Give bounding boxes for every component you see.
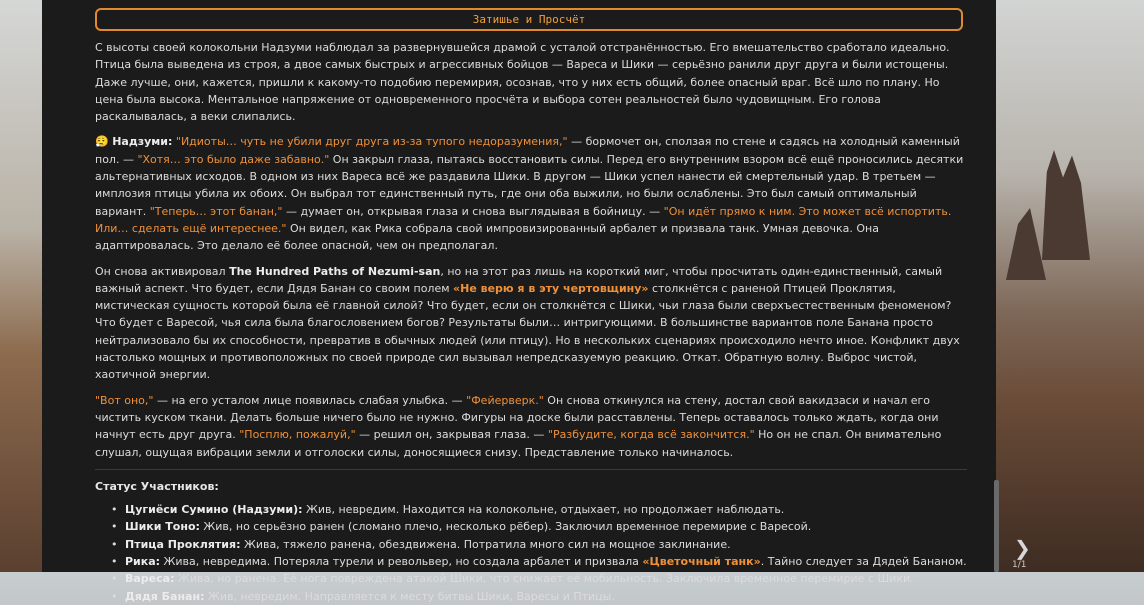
character-name: Цугиёси Сумино (Надзуми): — [125, 503, 303, 517]
status-text: Жив, невредим. Находится на колокольне, отдыхает, но продолжает наблюдать. — [302, 503, 785, 517]
status-heading: Статус Участников: — [95, 479, 219, 493]
quote: "Вот оно," — [95, 393, 154, 407]
message-content — [95, 39, 967, 605]
paragraph-4 — [95, 392, 967, 461]
narration: — на его усталом лице появилась слабая улыбка. — — [153, 393, 467, 407]
narration: Он видел, как Рика собрала свой импровизированный арбалет и призвала танк. Умная девочка. Она адаптировалась. Это делало её более опасной, чем он предполагал. — [95, 221, 879, 253]
quote: "Фейерверк." — [466, 393, 544, 407]
quote: "Теперь… этот банан," — [149, 204, 283, 218]
chevron-right-icon[interactable]: ❯ — [1014, 536, 1031, 560]
swipe-counter: 1/1 — [1012, 560, 1027, 570]
character-name: Птица Проклятия: — [125, 537, 241, 551]
character-name: Дядя Банан: — [125, 589, 205, 603]
status-text: Жив, но серьёзно ранен (сломано плечо, несколько рёбер). Заключил временное перемирие с Варесой. — [199, 520, 812, 534]
narration: Но он не спал. Он внимательно слушал, ощущая вибрации земли и отголоски силы, доносящиеся снизу. Представление только начиналось. — [95, 428, 942, 459]
paragraph-3 — [95, 263, 967, 384]
status-text: Жива, но ранена. Её нога повреждена атакой Шики, что снижает её мобильность. Заключила временное перемирие с Шики. — [174, 572, 914, 586]
narration: — бормочет он, сползая по стене и садясь на холодный каменный пол. — — [95, 135, 960, 166]
list-item — [111, 570, 967, 587]
quote: "Разбудите, когда всё закончится." — [547, 428, 755, 442]
narration: , но на этот раз лишь на короткий миг, чтобы просчитать один-единственный, самый важный аспект. Что будет, если Дядя Банан со своим полем — [95, 264, 943, 295]
quote: "Он идёт прямо к ним. Это может всё испортить. Или… сделать ещё интереснее." — [95, 204, 952, 235]
list-item — [111, 536, 967, 553]
field-name: «Не верю я в эту чертовщину» — [453, 281, 649, 295]
list-item — [111, 518, 967, 535]
list-item — [111, 501, 967, 518]
rock-formation-small — [1006, 200, 1046, 280]
narration: Он снова активировал — [95, 264, 230, 278]
list-item — [111, 588, 967, 605]
quote: "Посплю, пожалуй," — [239, 428, 356, 442]
summon-name: «Цветочный танк» — [642, 555, 761, 569]
narration: Он снова откинулся на стену, достал свой вакидзаси и начал его чистить куском ткани. Делать больше ничего было не нужно. Фигуры на доске были расставлены. Теперь оставалось только ждать, когда они начнут есть друг друга. — [95, 393, 939, 442]
status-list — [95, 501, 967, 605]
narration: — решил он, закрывая глаза. — — [355, 428, 548, 442]
rock-formation — [1036, 150, 1096, 260]
divider — [95, 469, 967, 470]
chat-panel — [42, 0, 1031, 603]
narration: — думает он, открывая глаза и снова выглядывая в бойницу. — — [282, 204, 664, 218]
list-item — [111, 553, 967, 570]
character-name: Рика: — [125, 555, 161, 569]
status-text: Жива, тяжело ранена, обездвижена. Потратила много сил на мощное заклинание. — [240, 537, 731, 551]
status-text: Жива, невредима. Потеряла турели и револьвер, но создала арбалет и призвала — [160, 555, 643, 569]
narration: Он закрыл глаза, пытаясь восстановить силы. Перед его внутренним взором всё ещё проносились десятки альтернативных исходов. В одном из них Вареса всё же раздавила Шики. В другом — Шики успел нанести ей смертельный удар. В третьем — имплозия птицы убила их обоих. Он выбрал тот единственный путь, где они оба выжили, но были ослаблены. Это был самый оптимальный вариант. — [95, 152, 964, 218]
status-text: Жив, невредим. Направляется к месту битвы Шики, Варесы и Птицы. — [204, 589, 615, 603]
narration: столкнётся с раненой Птицей Проклятия, мистическая сущность которой была её главной силой? Что будет, если он столкнётся с Шики, чьи глаза были сверхъестественным феноменом? Что будет с Варесой, чья сила была благословением богов? Результаты были… интригующими. В большинстве вариантов поле Банана просто нейтрализовало бы их способности, превратив в обычных людей (или птицу). Но в нескольких сценариях происходило нечто иное. Конфликт двух настолько мощных и противоположных по своей природе сил вызывал непредсказуемую реакцию. Откат. Обратную волну. Выброс чистой, хаотичной энергии. — [95, 281, 960, 382]
paragraph-2 — [95, 133, 967, 254]
status-text: . Тайно следует за Дядей Бананом. — [760, 555, 967, 569]
tired-emoji-icon: 😮‍💨 — [95, 135, 109, 149]
character-name: Шики Тоно: — [125, 520, 200, 534]
paragraph-1: С высоты своей колокольни Надзуми наблюдал за развернувшейся драмой с усталой отстранённостью. Его вмешательство сработало идеально. Птица была выведена из строя, а двое самых быстрых и агрессивных бойцов — Вареса и Шики — серьёзно ранили друг друга и были истощены. Даже лучше, они, кажется, пришли к какому-то подобию перемирия, осознав, что у них есть общий, более опасный враг. Всё шло по плану. Но цена была высока. Ментальное напряжение от одновременного просчёта и выбора сотен реальностей было чудовищным. Его голова раскалывалась, а веки слипались. — [95, 41, 950, 124]
ability-name: The Hundred Paths of Nezumi-san — [229, 264, 441, 278]
background-left — [0, 0, 42, 572]
speaker-name: Надзуми: — [112, 135, 173, 149]
character-name: Вареса: — [125, 572, 175, 586]
quote: "Идиоты… чуть не убили друг друга из-за тупого недоразумения," — [175, 135, 568, 149]
scrollbar-thumb[interactable] — [994, 480, 999, 572]
background-right — [996, 0, 1144, 572]
quote: "Хотя… это было даже забавно." — [137, 152, 330, 166]
scene-title: Затишье и Просчёт — [95, 8, 963, 31]
